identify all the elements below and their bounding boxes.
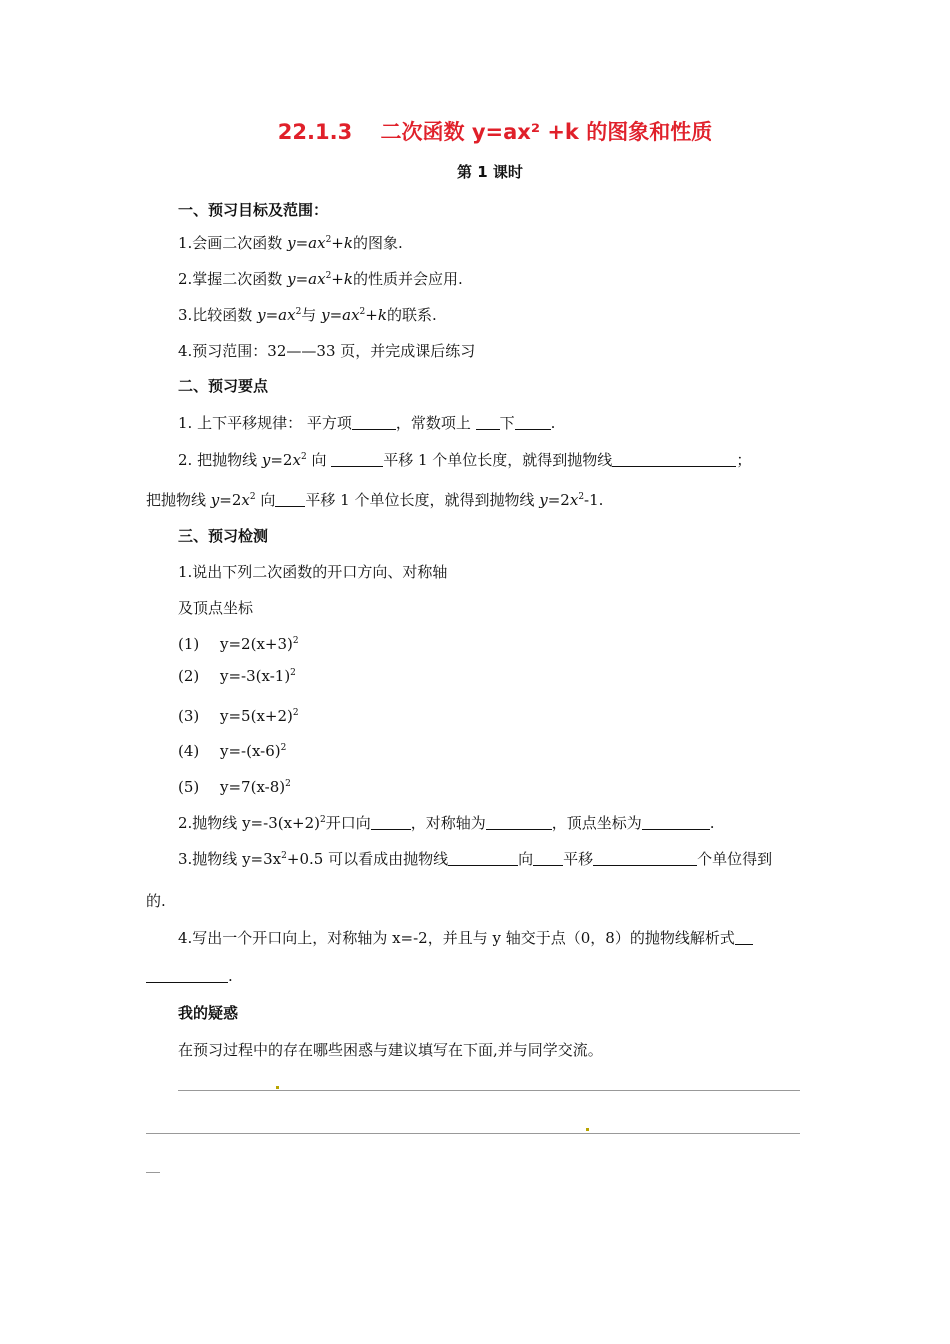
question-2: 2.抛物线 $y=-3(x+2)^2$开口向 ，对称轴为 ，顶点坐标为 .	[178, 814, 715, 832]
answer-line[interactable]	[146, 1172, 160, 1173]
question-4: 4.写出一个开口向上，对称轴为 x=-2，并且与 y 轴交于点（0，8）的抛物线解析式	[178, 928, 753, 948]
question-4-cont: .	[146, 966, 233, 986]
function-item: (3) $y=5(x+2)^2$	[178, 707, 299, 725]
goal-2: 2.掌握二次函数 $y=ax^2+k$的性质并会应用.	[178, 270, 463, 288]
goal-1: 1.会画二次函数 $y=ax^2+k$的图象.	[178, 234, 403, 252]
doubt-heading: 我的疑惑	[178, 1004, 239, 1022]
section-1-heading: 一、预习目标及范围：	[178, 201, 329, 219]
section-3-heading: 三、预习检测	[178, 527, 269, 545]
dot-mark	[276, 1086, 279, 1089]
goal-3: 3.比较函数 $y=ax^2$与 $y=ax^2+k$的联系.	[178, 306, 437, 324]
answer-line[interactable]	[146, 1133, 800, 1134]
doubt-instruction: 在预习过程中的存在哪些困惑与建议填写在下面,并与同学交流。	[178, 1041, 603, 1059]
question-3-cont: 的.	[146, 892, 166, 910]
question-1: 1.说出下列二次函数的开口方向、对称轴	[178, 563, 448, 581]
point-2-cont: 把抛物线 $y=2x^2$ 向 平移 1 个单位长度，就得到抛物线 $y=2x^2-1$.	[146, 491, 604, 509]
question-1-cont: 及顶点坐标	[178, 599, 254, 617]
section-2-heading: 二、预习要点	[178, 377, 269, 395]
goal-4: 4.预习范围：32——33 页，并完成课后练习	[178, 342, 476, 360]
lesson-label: 第 1 课时	[457, 163, 523, 181]
page-title: 22.1.3 二次函数 y=ax² +k 的图象和性质	[277, 120, 713, 144]
point-2: 2. 把抛物线 $y=2x^2$ 向 平移 1 个单位长度，就得到抛物线 ；	[178, 451, 752, 469]
function-item: (1) $y=2(x+3)^2$	[178, 635, 299, 653]
function-item: (5) $y=7(x-8)^2$	[178, 778, 291, 796]
dot-mark	[586, 1128, 589, 1131]
point-1: 1. 上下平移规律： 平方项 ，常数项上 下 .	[178, 414, 556, 432]
answer-line[interactable]	[178, 1090, 800, 1091]
question-3: 3.抛物线 $y=3x^2+0.5$ 可以看成由抛物线 向 平移 个单位得到	[178, 850, 773, 868]
function-item: (2) $y=-3(x-1)^2$	[178, 667, 296, 685]
function-item: (4) $y=-(x-6)^2$	[178, 742, 287, 760]
